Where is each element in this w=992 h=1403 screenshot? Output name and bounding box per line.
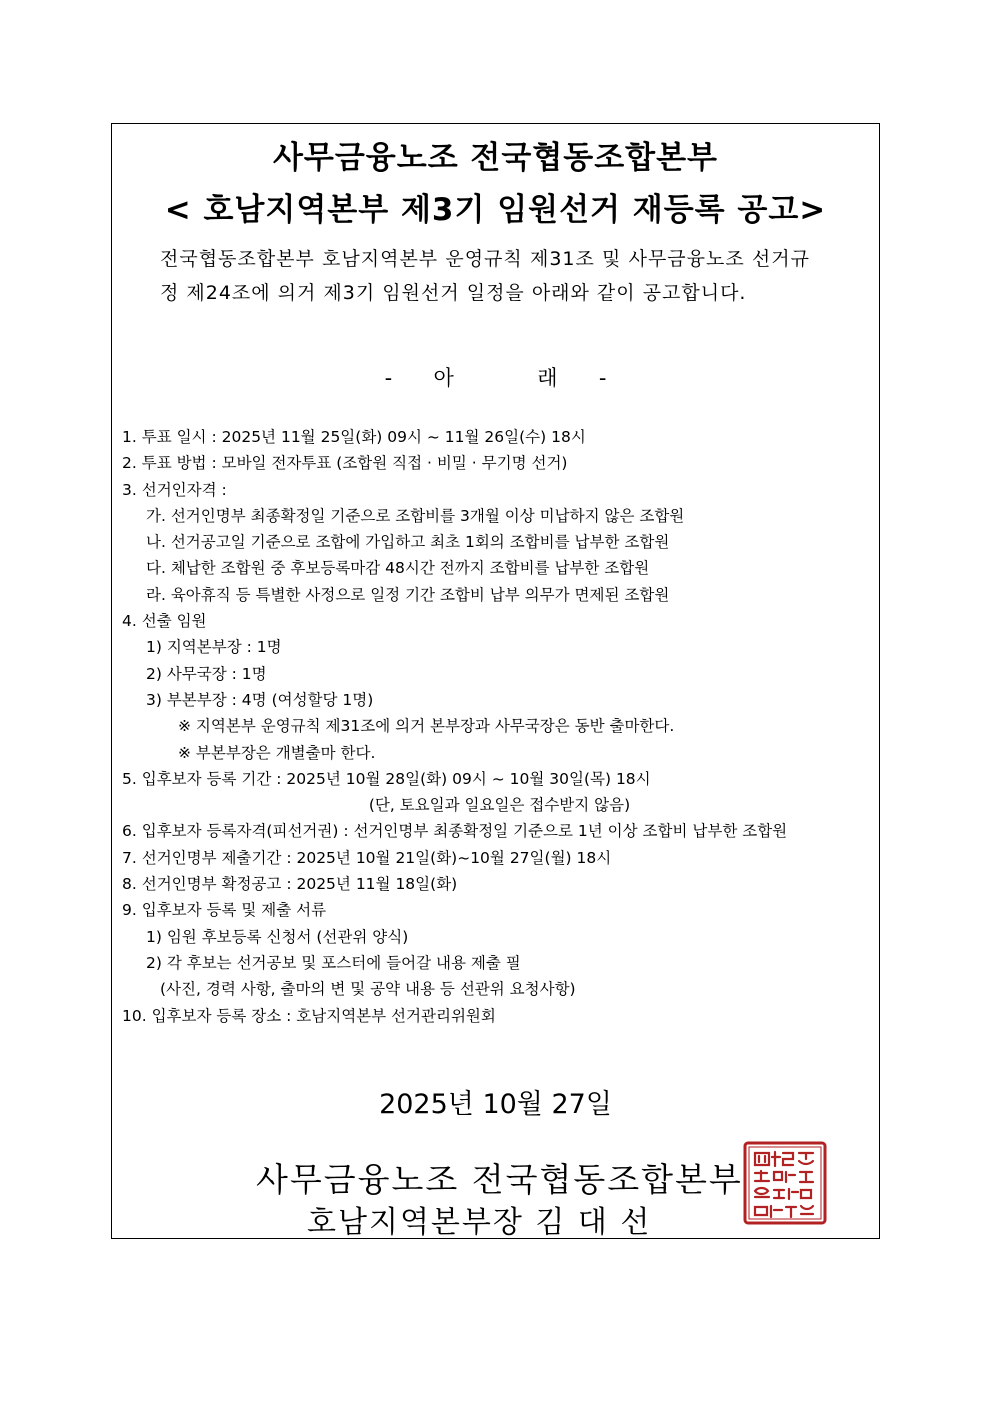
list-item: 5. 입후보자 등록 기간 : 2025년 10월 28일(화) 09시 ~ 10월 30일(목) 18시 bbox=[122, 769, 651, 788]
list-item: 1) 지역본부장 : 1명 bbox=[146, 638, 282, 657]
list-item: 1) 임원 후보등록 신청서 (선관위 양식) bbox=[146, 927, 409, 946]
list-item: 다. 체납한 조합원 중 후보등록마감 48시간 전까지 조합비를 납부한 조합원 bbox=[146, 559, 650, 578]
heading-char-rae: 래 bbox=[537, 366, 558, 390]
list-item: 9. 입후보자 등록 및 제출 서류 bbox=[122, 901, 327, 920]
list-item: 라. 육아휴직 등 특별한 사정으로 일정 기간 조합비 납부 의무가 면제된 조합원 bbox=[146, 585, 670, 604]
list-item: 3) 부본부장 : 4명 (여성할당 1명) bbox=[146, 690, 374, 709]
notice-frame bbox=[111, 123, 880, 1239]
intro-paragraph: 전국협동조합본부 호남지역본부 운영규칙 제31조 및 사무금융노조 선거규정 제24조에 의거 제3기 임원선거 일정을 아래와 같이 공고합니다. bbox=[160, 248, 810, 304]
list-item: 10. 입후보자 등록 장소 : 호남지역본부 선거관리위원회 bbox=[122, 1006, 496, 1025]
list-item: 4. 선출 임원 bbox=[122, 612, 207, 631]
heading-dash-left: - bbox=[384, 366, 393, 390]
list-item: 2) 사무국장 : 1명 bbox=[146, 664, 267, 683]
notice-title: 사무금융노조 전국협동조합본부 bbox=[272, 140, 719, 176]
list-item: 가. 선거인명부 최종확정일 기준으로 조합비를 3개월 이상 미납하지 않은 조합원 bbox=[146, 506, 685, 525]
list-item: 8. 선거인명부 확정공고 : 2025년 11월 18일(화) bbox=[122, 875, 458, 894]
list-item: (단, 토요일과 일요일은 접수받지 않음) bbox=[368, 796, 631, 815]
list-item: 6. 입후보자 등록자격(피선거권) : 선거인명부 최종확정일 기준으로 1년 이상 조합비 납부한 조합원 bbox=[122, 822, 788, 841]
notice-items bbox=[122, 424, 877, 1029]
list-item: 7. 선거인명부 제출기간 : 2025년 10월 21일(화)~10월 27일(월) 18시 bbox=[122, 848, 612, 867]
section-heading bbox=[112, 362, 879, 392]
list-item: 1. 투표 일시 : 2025년 11월 25일(화) 09시 ~ 11월 26일(수) 18시 bbox=[122, 428, 586, 446]
list-item: 2. 투표 방법 : 모바일 전자투표 (조합원 직접 · 비밀 · 무기명 선거) bbox=[122, 454, 568, 473]
heading-dash-right: - bbox=[598, 366, 607, 390]
organization-name: 사무금융노조 전국협동조합본부 bbox=[256, 1160, 743, 1199]
official-seal-icon bbox=[743, 1141, 827, 1225]
list-item: 나. 선거공고일 기준으로 조합에 가입하고 최초 1회의 조합비를 납부한 조합원 bbox=[146, 533, 670, 552]
notice-date: 2025년 10월 27일 bbox=[379, 1089, 612, 1120]
list-item: ※ 지역본부 운영규칙 제31조에 의거 본부장과 사무국장은 동반 출마한다. bbox=[178, 717, 675, 736]
signatory-name: 호남지역본부장 김 대 선 bbox=[307, 1205, 652, 1240]
heading-char-a: 아 bbox=[433, 366, 454, 390]
notice-subtitle: < 호남지역본부 제3기 임원선거 재등록 공고> bbox=[164, 192, 827, 228]
list-item: ※ 부본부장은 개별출마 한다. bbox=[178, 743, 376, 762]
list-item: 2) 각 후보는 선거공보 및 포스터에 들어갈 내용 제출 필 bbox=[146, 953, 521, 972]
list-item: (사진, 경력 사항, 출마의 변 및 공약 내용 등 선관위 요청사항) bbox=[160, 980, 576, 999]
list-item: 3. 선거인자격 : bbox=[122, 480, 227, 499]
